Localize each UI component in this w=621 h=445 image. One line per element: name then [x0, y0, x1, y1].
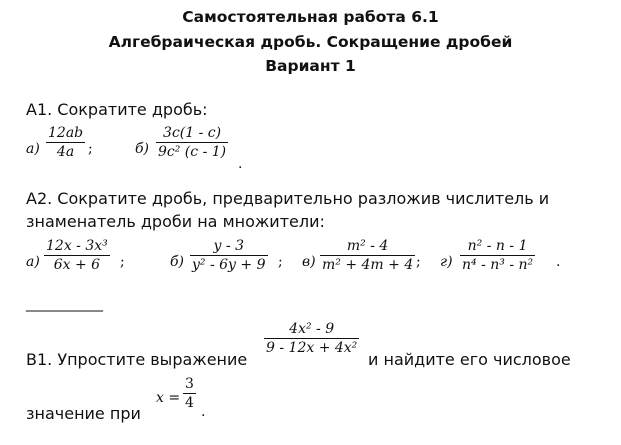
- task-b1-expression-fraction: [264, 321, 359, 356]
- task-a2-a-separator: ;: [120, 254, 125, 270]
- task-b1-x-numerator: 3: [185, 376, 194, 392]
- task-a2-b-separator: ;: [278, 254, 283, 270]
- task-a1-a-separator: ;: [88, 141, 93, 157]
- task-a2-g-end: .: [556, 254, 561, 270]
- task-a1-b-end: .: [238, 156, 243, 172]
- task-b1-x-fraction: [183, 376, 196, 411]
- task-a2-v-fraction: [320, 238, 415, 273]
- task-a2-g-label: г): [440, 254, 453, 270]
- task-a2-g-numerator: n² - n - 1: [460, 238, 535, 256]
- section-divider: ___________: [26, 296, 103, 312]
- task-a2-a-fraction: [44, 238, 110, 273]
- task-a1-prompt: А1. Сократите дробь:: [26, 100, 208, 119]
- worksheet-subtitle: Алгебраическая дробь. Сокращение дробей: [108, 33, 513, 51]
- task-a1-b-fraction: [156, 125, 228, 160]
- task-a2-a-label: а): [26, 254, 40, 270]
- task-a1-a-label: а): [26, 141, 40, 157]
- task-a1-a-numerator: 12ab: [48, 125, 84, 141]
- task-a2-g-denominator: n⁴ - n³ - n²: [462, 257, 534, 273]
- task-a2-b-numerator: y - 3: [190, 238, 268, 256]
- task-a2-a-numerator: 12x - 3x³: [46, 238, 108, 254]
- task-b1-prompt-line2: значение при: [26, 404, 141, 423]
- task-b1-expression-denominator: 9 - 12x + 4x²: [266, 340, 358, 356]
- task-a2-v-separator: ;: [416, 254, 421, 270]
- task-b1-x-denominator: 4: [185, 395, 194, 411]
- task-a2-prompt-line1: А2. Сократите дробь, предварительно разложив числитель и: [26, 189, 550, 208]
- task-a2-v-numerator: m² - 4: [320, 238, 415, 256]
- task-a1-b-numerator: 3c(1 - c): [156, 125, 228, 143]
- task-a2-b-denominator: y² - 6y + 9: [192, 257, 266, 273]
- variant-label: Вариант 1: [265, 57, 356, 75]
- task-b1-x-end: .: [201, 404, 206, 420]
- task-b1-x-variable: x =: [156, 390, 181, 406]
- task-a2-prompt-line2: знаменатель дроби на множители:: [26, 212, 325, 231]
- task-a2-b-fraction: [190, 238, 268, 273]
- task-a2-a-denominator: 6x + 6: [53, 257, 101, 273]
- task-b1-prompt-start: В1. Упростите выражение: [26, 350, 248, 369]
- worksheet-title: Самостоятельная работа 6.1: [182, 8, 439, 26]
- task-a1-a-denominator: 4a: [56, 144, 75, 160]
- task-a1-b-label: б): [135, 141, 150, 157]
- task-a1-a-fraction: [46, 125, 85, 160]
- task-a2-v-label: в): [302, 254, 316, 270]
- task-a2-b-label: б): [170, 254, 185, 270]
- task-b1-expression-numerator: 4x² - 9: [264, 321, 359, 339]
- task-a2-v-denominator: m² + 4m + 4: [322, 257, 414, 273]
- task-a1-b-denominator: 9c² (c - 1): [158, 144, 227, 160]
- task-b1-prompt-end: и найдите его числовое: [368, 350, 571, 369]
- task-a2-g-fraction: [460, 238, 535, 273]
